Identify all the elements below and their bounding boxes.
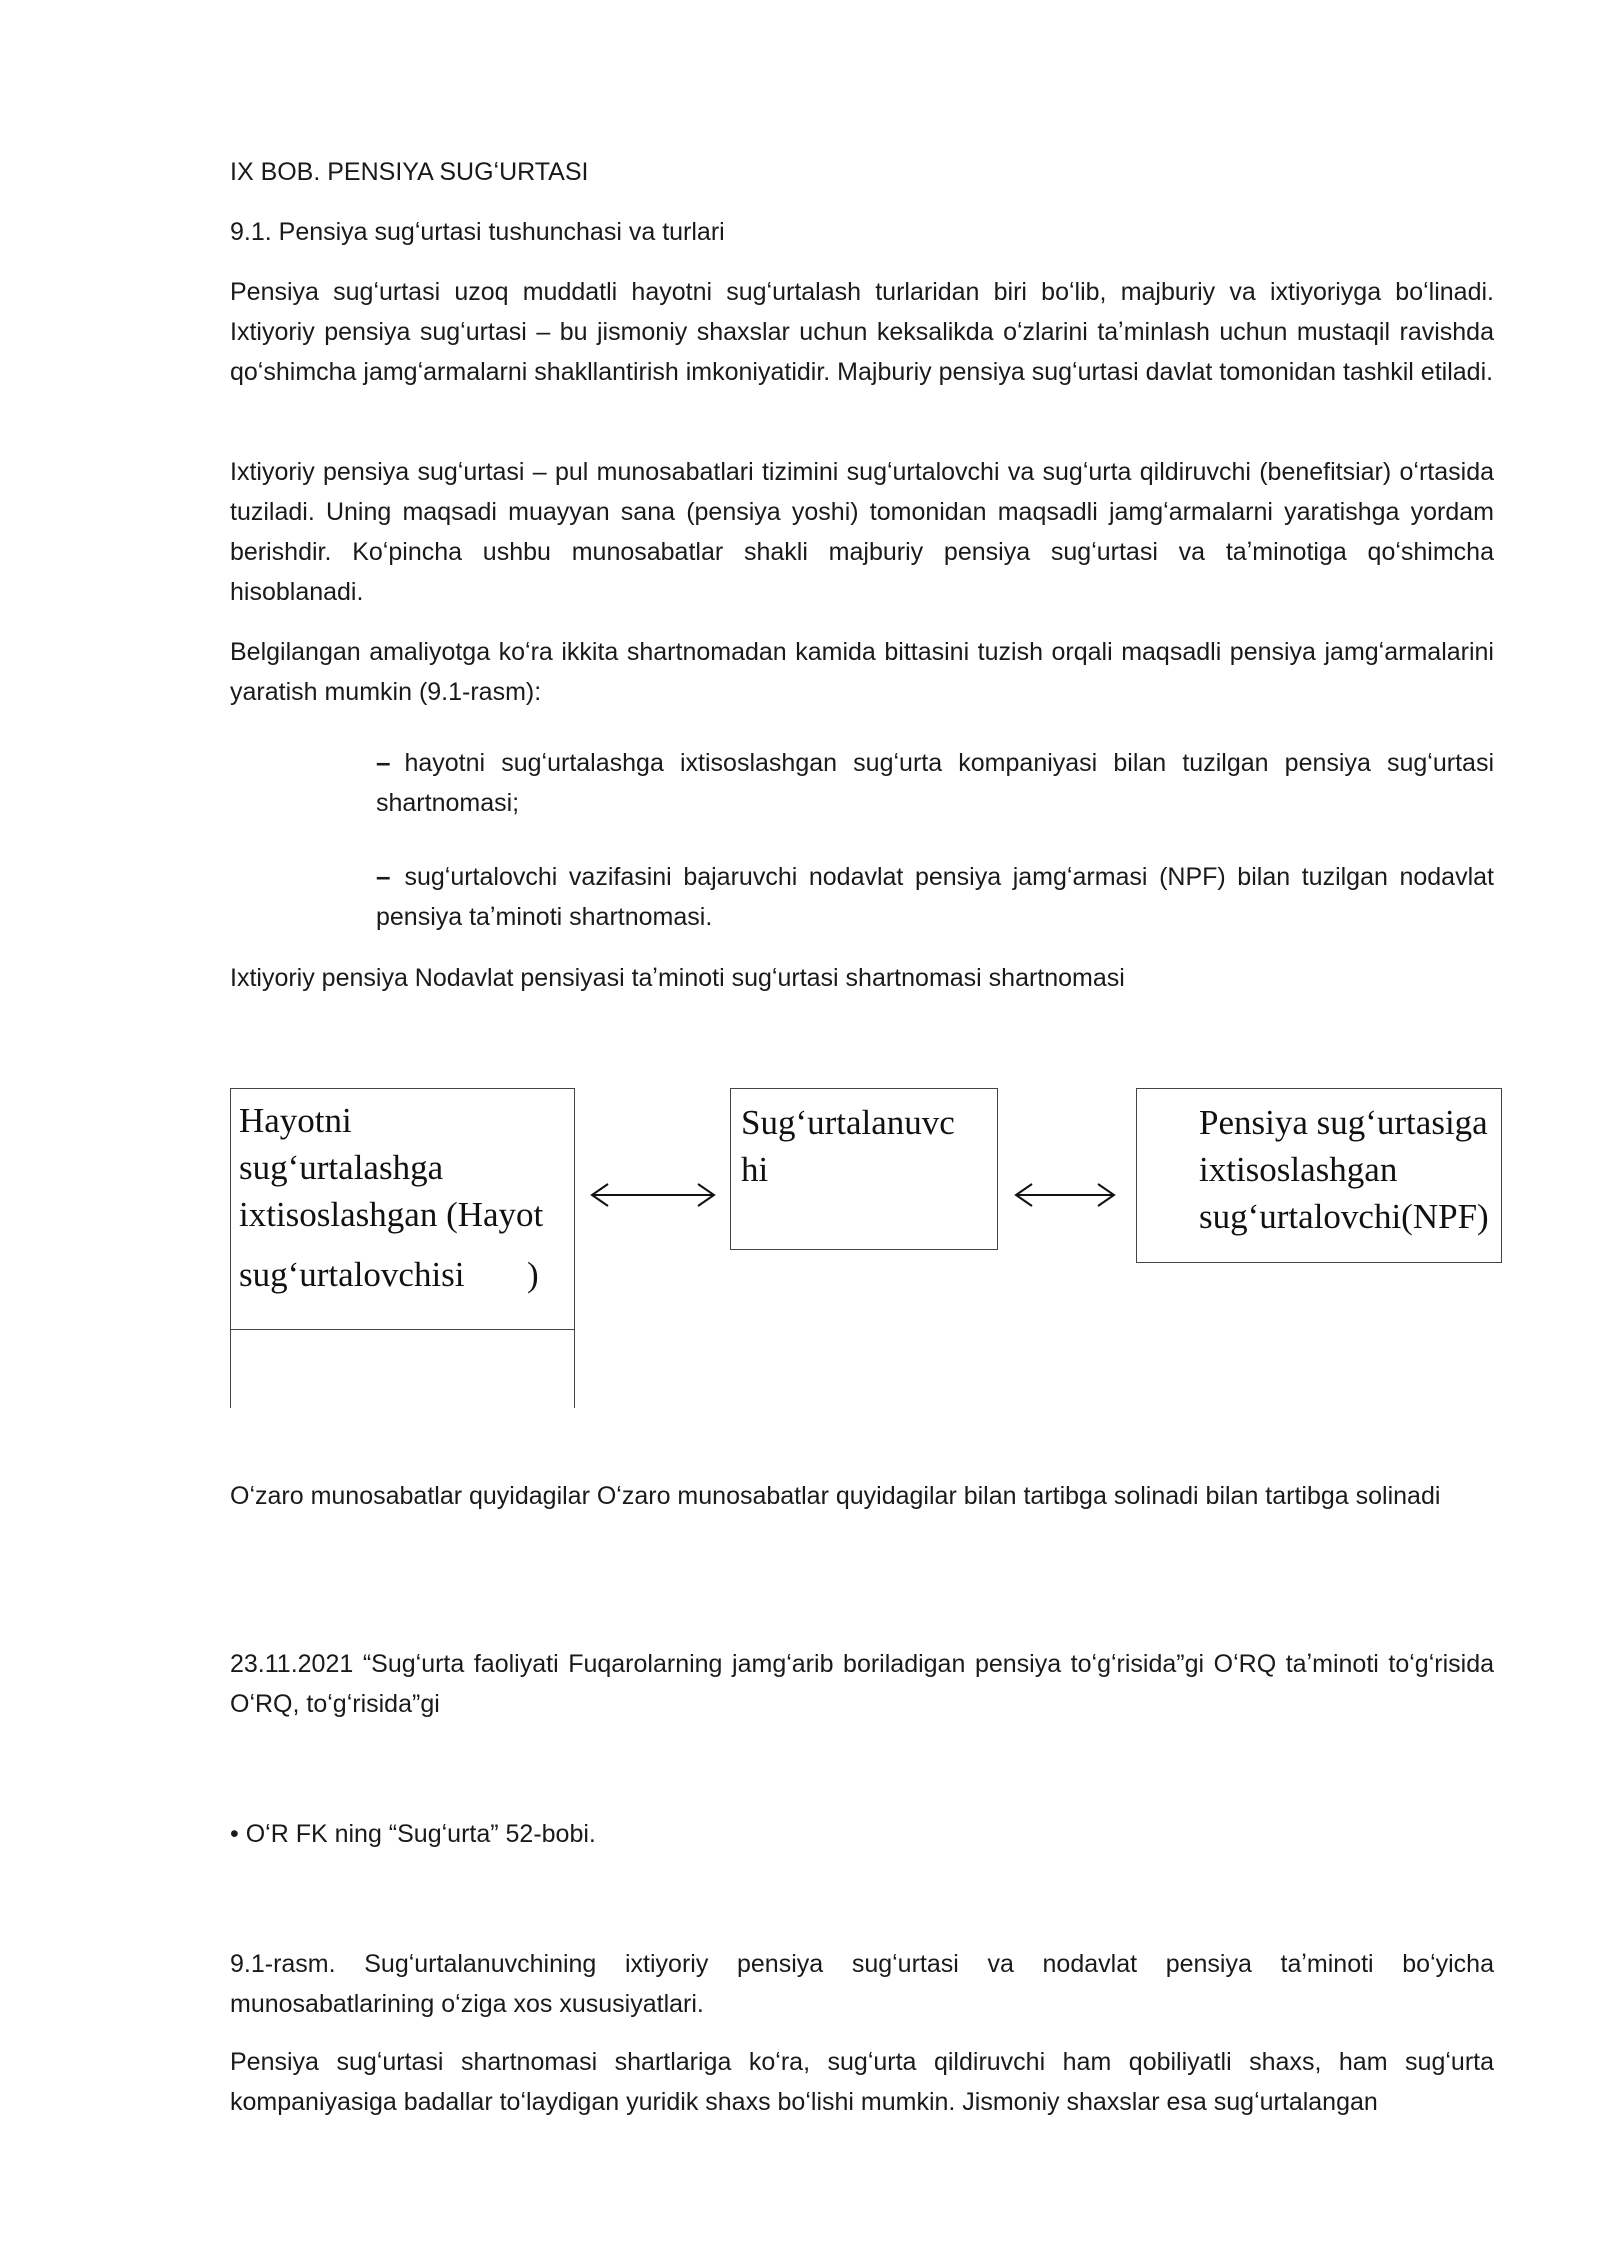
- double-arrow-icon: [1012, 1180, 1118, 1210]
- list-item-text: hayotni sugʻurtalashga ixtisoslashgan sugʻurta kompaniyasi bilan tuzilgan pensiya sugʻurtasi shartnomasi;: [376, 749, 1494, 817]
- box-npf-insurer: [1136, 1088, 1502, 1263]
- section-title: 9.1. Pensiya sugʻurtasi tushunchasi va turlari: [230, 218, 725, 246]
- chapter-title: IX BOB. PENSIYA SUGʻURTASI: [230, 158, 589, 186]
- box-life-insurer-extension: [230, 1330, 575, 1408]
- box-life-insurer-text: Hayotni sugʻurtalashga ixtisoslashgan (Hayot: [239, 1101, 544, 1234]
- double-arrow-icon: [588, 1180, 718, 1210]
- list-item-life-insurance-contract: [376, 742, 1494, 823]
- box-life-insurer-line4: sugʻurtalovchisi: [239, 1255, 465, 1294]
- figure-caption: 9.1-rasm. Sugʻurtalanuvchining ixtiyoriy pensiya sugʻurtasi va nodavlat pensiya taʼminoti boʻyicha munosabatlarining oʻziga xos xususiyatlari.: [230, 1950, 1494, 2018]
- list-item-npf-contract: [376, 856, 1494, 937]
- paragraph-relations: Oʻzaro munosabatlar quyidagilar Oʻzaro munosabatlar quyidagilar bilan tartibga solinadi bilan tartibga solinadi: [230, 1482, 1441, 1510]
- list-item-civil-code: • OʻR FK ning “Sugʻurta” 52-bobi.: [230, 1820, 596, 1848]
- paragraph-contracts-intro: Belgilangan amaliyotga koʻra ikkita shartnomadan kamida bittasini tuzish orqali maqsadli pensiya jamgʻarmalarini yaratish mumkin (9.1-rasm):: [230, 638, 1494, 706]
- box-insured-text: Sugʻurtalanuvc hi: [741, 1103, 955, 1189]
- dash-marker: –: [376, 747, 391, 777]
- paragraph-law-reference: 23.11.2021 “Sugʻurta faoliyati Fuqarolarning jamgʻarib boriladigan pensiya toʻgʻrisida”gi OʻRQ taʼminoti toʻgʻrisida OʻRQ, toʻgʻrisida”gi: [230, 1650, 1494, 1718]
- dash-marker: –: [376, 861, 391, 891]
- list-item-text: sugʻurtalovchi vazifasini bajaruvchi nodavlat pensiya jamgʻarmasi (NPF) bilan tuzilgan nodavlat pensiya taʼminoti shartnomasi.: [376, 863, 1494, 931]
- box-life-insurer: [230, 1088, 575, 1330]
- diagram-heading-line: Ixtiyoriy pensiya Nodavlat pensiyasi taʼminoti sugʻurtasi shartnomasi shartnomasi: [230, 964, 1125, 992]
- paragraph-pension-insurance: Pensiya sugʻurtasi uzoq muddatli hayotni sugʻurtalash turlaridan biri boʻlib, majburiy va ixtiyoriyga boʻlinadi. Ixtiyoriy pensiya sugʻurtasi – bu jismoniy shaxslar uchun keksalikda oʻzlarini taʼminlash uchun mustaqil ravishda qoʻshimcha jamgʻarmalarni shakllantirish imkoniyatidir. Majburiy pensiya sugʻurtasi davlat tomonidan tashkil etiladi.: [230, 278, 1494, 386]
- box-insured: [730, 1088, 998, 1250]
- paragraph-contract-terms: Pensiya sugʻurtasi shartnomasi shartlariga koʻra, sugʻurta qildiruvchi ham qobiliyatli shaxs, ham sugʻurta kompaniyasiga badallar toʻlaydigan yuridik shaxs boʻlishi mumkin. Jismoniy shaxslar esa sugʻurtalangan: [230, 2048, 1494, 2116]
- box-npf-insurer-text: Pensiya sugʻurtasiga ixtisoslashgan sugʻurtalovchi(NPF): [1199, 1103, 1489, 1236]
- box-life-insurer-paren: ): [527, 1255, 539, 1294]
- paragraph-voluntary-pension: Ixtiyoriy pensiya sugʻurtasi – pul munosabatlari tizimini sugʻurtalovchi va sugʻurta qildiruvchi (benefitsiar) oʻrtasida tuziladi. Uning maqsadi muayyan sana (pensiya yoshi) tomonidan maqsadli jamgʻarmalarni yaratishga yordam berishdir. Koʻpincha ushbu munosabatlar shakli majburiy pensiya sugʻurtasi va taʼminotiga qoʻshimcha hisoblanadi.: [230, 458, 1494, 606]
